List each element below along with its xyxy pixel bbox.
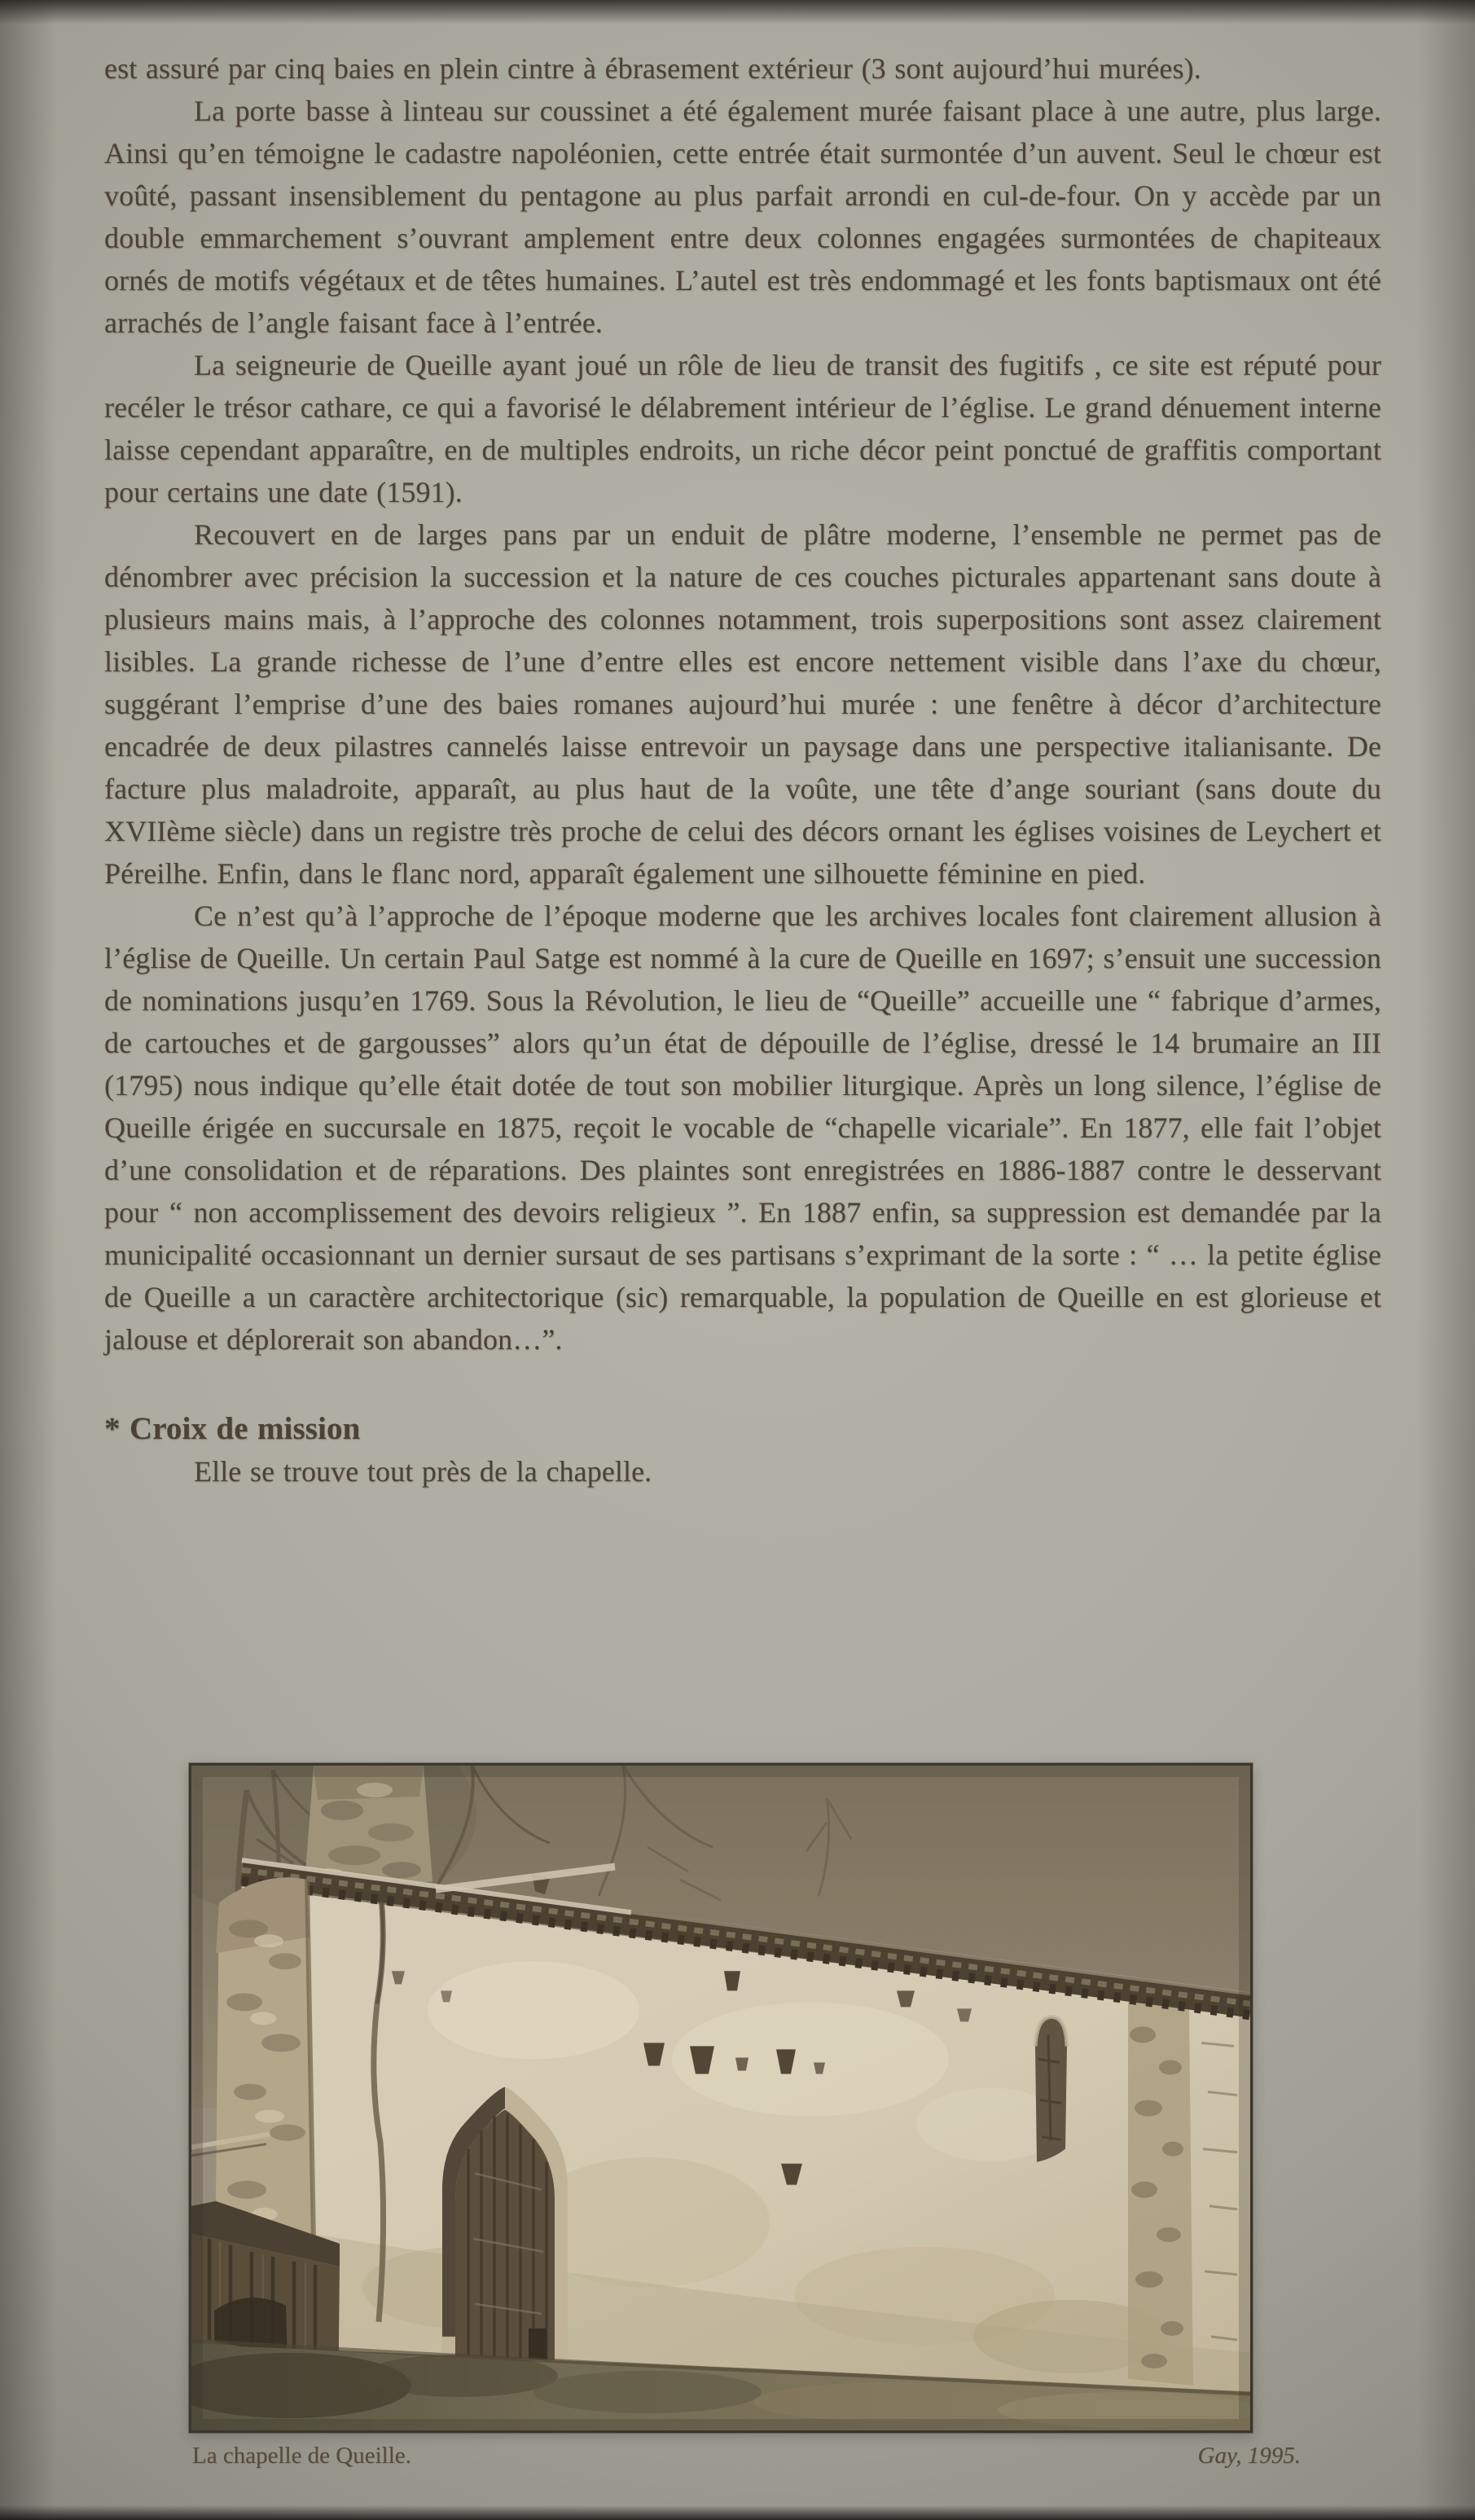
heading-sub: Elle se trouve tout près de la chapelle. (194, 1455, 652, 1488)
paragraph: Ce n’est qu’à l’approche de l’époque moderne que les archives locales font clairement allusion à l’église de Queille. Un certain Paul Satge est nommé à la cure de Queille en 1697; s’ensuit une succession de nominations jusqu’en 1769. Sous la Révolution, le lieu de “Queille” accueille une “ fabrique d’armes, de cartouches et de gargousses” alors qu’un état de dépouille de l’église, dressé le 14 brumaire an III (1795) nous indique qu’elle était dotée de tout son mobilier liturgique. Après un long silence, l’église de Queille érigée en succursale en 1875, reçoit le vocable de “chapelle vicariale”. En 1877, elle fait l’objet d’une consolidation et de réparations. Des plaintes sont enregistrées en 1886-1887 contre le desservant pour “ non accomplissement des devoirs religieux ”. En 1887 enfin, sa suppression est demandée par la municipalité occasionnant un dernier sursaut de ses partisans s’exprimant de la sorte : “ … la petite église de Queille a un caractère architectorique (sic) remarquable, la population de Queille en est glorieuse et jalouse et déplorerait son abandon…”. (104, 899, 1381, 1356)
paragraph: La seigneurie de Queille ayant joué un rôle de lieu de transit des fugitifs , ce site est réputé pour recéler le trésor cathare, ce qui a favorisé le délabrement intérieur de l’église. Le grand dénuement interne laisse cependant apparaître, en de multiples endroits, un riche décor peint ponctué de graffitis comportant pour certains une date (1591). (104, 349, 1381, 508)
photo-credit: Gay, 1995. (1197, 2443, 1301, 2469)
section-heading: * Croix de mission (104, 1411, 361, 1446)
paragraph: Recouvert en de larges pans par un enduit de plâtre moderne, l’ensemble ne permet pas de dénombrer avec précision la succession et la nature de ces couches picturales appartenant sans doute à plusieurs mains mais, à l’approche des colonnes notamment, trois superpositions sont assez clairement lisibles. La grande richesse de l’une d’entre elles est encore nettement visible dans l’axe du chœur, suggérant l’emprise d’une des baies romanes aujourd’hui murée : une fenêtre à décor d’architecture encadrée de deux pilastres cannelés laisse entrevoir un paysage dans une perspective italianisante. De facture plus maladroite, apparaît, au plus haut de la voûte, une tête d’ange souriant (sans doute du XVIIème siècle) dans un registre très proche de celui des décors ornant les églises voisines de Leychert et Péreilhe. Enfin, dans le flanc nord, apparaît également une silhouette féminine en pied. (104, 518, 1381, 890)
chapel-photo (189, 1763, 1253, 2433)
photo-caption: La chapelle de Queille. (192, 2443, 411, 2469)
chapel-photo-illustration (191, 1766, 1250, 2430)
paragraph: La porte basse à linteau sur coussinet a été également murée faisant place à une autre, plus large. Ainsi qu’en témoigne le cadastre napoléonien, cette entrée était surmontée d’un auvent. Seul le chœur est voûté, passant insensiblement du pentagone au plus parfait arrondi en cul-de-four. On y accède par un double emmarchement s’ouvrant amplement entre deux colonnes engagées surmontées de chapiteaux ornés de motifs végétaux et de têtes humaines. L’autel est très endommagé et les fonts baptismaux ont été arrachés de l’angle faisant face à l’entrée. (104, 95, 1381, 339)
body-text (104, 47, 1381, 1493)
paragraph: est assuré par cinq baies en plein cintre à ébrasement extérieur (3 sont aujourd’hui murées). (104, 52, 1201, 85)
